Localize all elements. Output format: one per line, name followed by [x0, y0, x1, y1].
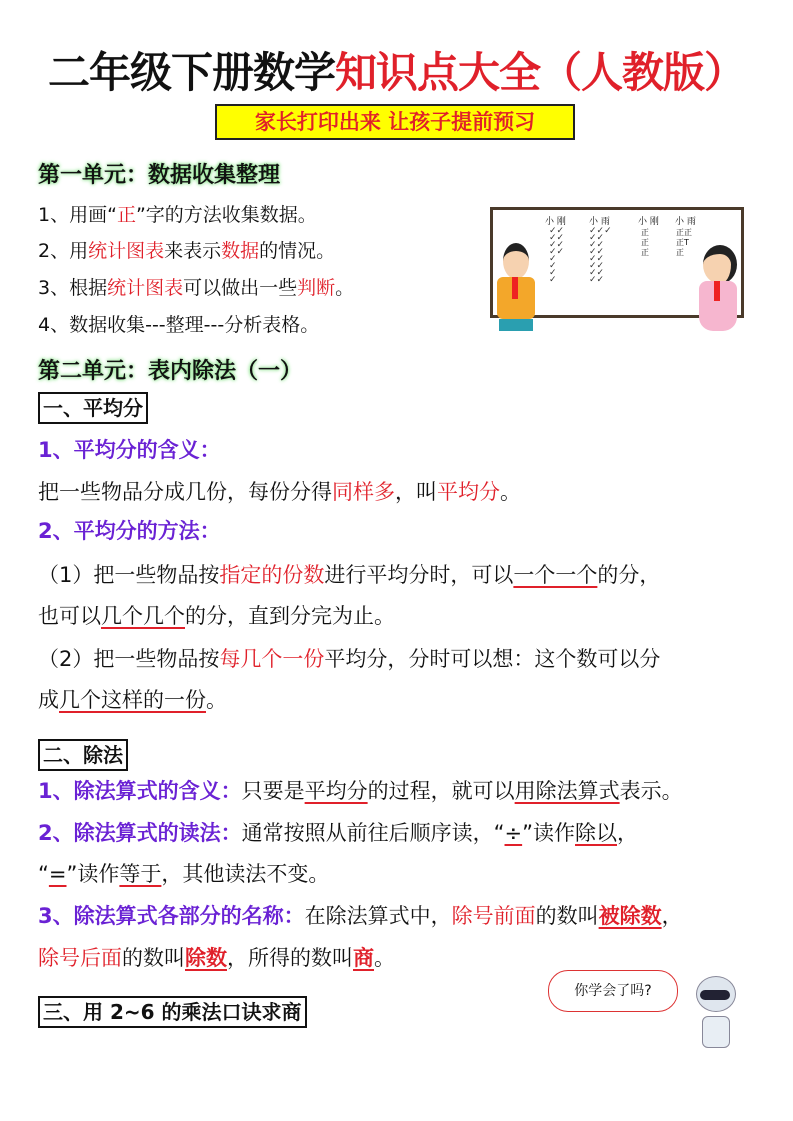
board-header: 小 刚 [638, 217, 659, 227]
text-line [38, 817, 638, 847]
text-segment: 3、根据 [38, 277, 108, 299]
board-header: 小 刚 [545, 217, 566, 227]
text-segment: 4、数据收集---整理---分析表格。 [38, 314, 320, 336]
underlined-text: ÷ [504, 821, 523, 845]
text-segment: ”字的方法收集数据。 [135, 204, 317, 226]
section-box: 三、用 2~6 的乘法口诀求商 [38, 996, 307, 1028]
text-segment: 二年级下册数学 [47, 48, 335, 97]
underlined-text: 商 [353, 946, 374, 970]
text-line [38, 858, 329, 888]
text-segment: 2、除法算式的读法： [38, 821, 242, 845]
section-box: 二、除法 [38, 739, 128, 771]
unit1-line [38, 236, 335, 263]
underlined-text: 几个几个 [101, 604, 185, 628]
text-segment: （1）把一些物品按 [38, 563, 220, 587]
text-segment: 的情况。 [259, 240, 336, 262]
text-line [38, 900, 683, 930]
text-segment: 表示。 [619, 779, 683, 803]
girl-figure [695, 245, 743, 340]
underlined-text: 除数 [185, 946, 227, 970]
text-segment: 在除法算式中， [304, 904, 452, 928]
text-segment: ”读作 [66, 862, 120, 886]
text-line [38, 559, 660, 589]
text-segment: 各部分的名称： [157, 904, 305, 928]
highlight-text: 统计图表 [107, 277, 184, 299]
text-segment: 成 [38, 688, 59, 712]
text-line [38, 942, 395, 972]
text-line [38, 643, 660, 673]
text-line [38, 775, 683, 805]
text-segment: ， [661, 904, 683, 928]
underlined-text: 一个一个 [513, 563, 598, 587]
unit1-line [38, 310, 319, 337]
unit1-line [38, 273, 354, 300]
underlined-text: 等于 [119, 862, 162, 886]
text-segment: 。 [335, 277, 355, 299]
text-segment: ， [617, 821, 639, 845]
text-segment: 1、平均分的含义： [38, 438, 221, 462]
text-segment: （2）把一些物品按 [38, 647, 220, 671]
text-segment: 进行平均分时，可以 [324, 563, 514, 587]
page-title [0, 40, 793, 100]
text-segment: 。 [500, 480, 521, 504]
text-segment: ，叫 [395, 480, 437, 504]
text-segment: 1、用画“ [38, 204, 117, 226]
text-segment: 1、除法算式的含义： [38, 779, 242, 803]
text-segment: 把一些物品分成几份，每份分得 [38, 480, 332, 504]
text-segment: 2、用 [38, 240, 89, 262]
highlight-text: 每几个一份 [219, 647, 325, 671]
text-segment: 的分， [597, 563, 661, 587]
highlight-text: 指定的份数 [219, 563, 325, 587]
highlight-text: 正 [116, 204, 136, 226]
subtitle-banner: 家长打印出来 让孩子提前预习 [215, 104, 575, 140]
highlight-text: （人教版） [540, 48, 746, 97]
text-segment: 2、平均分的方法： [38, 519, 221, 543]
underlined-text: 平均分 [304, 779, 368, 803]
speech-bubble: 你学会了吗? [548, 970, 678, 1012]
section-box: 一、平均分 [38, 392, 148, 424]
text-segment: 也可以 [38, 604, 101, 628]
text-segment: 的数叫 [535, 904, 599, 928]
text-segment: 可以做出一些 [183, 277, 298, 299]
text-segment: 的分，直到分完为止。 [185, 604, 395, 628]
unit1-line [38, 200, 317, 227]
highlight-text: 除号后面 [38, 946, 122, 970]
unit2-heading: 第二单元：表内除法（一） [38, 359, 303, 384]
highlight-text: 知识点大全 [334, 48, 540, 97]
highlight-text: 同样多 [332, 480, 395, 504]
tally-marks: 正 正 正 [641, 228, 649, 257]
underlined-text: = [48, 862, 67, 886]
robot-icon [690, 976, 740, 1051]
text-segment: ，所得的数叫 [227, 946, 353, 970]
text-segment: ”读作 [522, 821, 576, 845]
text-segment: 平均分，分时可以想：这个数可以分 [324, 647, 661, 671]
board-header: 小 雨 [675, 217, 696, 227]
underlined-text: 几个这样的一份 [59, 688, 206, 712]
text-line [38, 515, 221, 545]
highlight-text: 平均分 [437, 480, 500, 504]
underlined-text: 用除法算式 [514, 779, 620, 803]
text-segment: 的数叫 [122, 946, 185, 970]
unit1-heading: 第一单元：数据收集整理 [38, 163, 281, 188]
text-segment: 。 [374, 946, 395, 970]
check-marks: ✓✓✓ ✓✓ ✓✓ ✓✓ ✓✓ ✓✓ ✓✓ ✓✓ [589, 226, 612, 285]
text-segment: 通常按照从前往后顺序读，“ [241, 821, 505, 845]
highlight-text: 数据 [221, 240, 260, 262]
text-segment: 的过程，就可以 [367, 779, 515, 803]
text-line [38, 684, 227, 714]
text-line [38, 476, 521, 506]
underlined-text: 除以 [575, 821, 618, 845]
text-segment: ，其他读法不变。 [161, 862, 330, 886]
check-marks: ✓✓ ✓✓ ✓✓ ✓✓ ✓ ✓ ✓ ✓ [549, 226, 565, 285]
boy-figure [493, 243, 537, 338]
text-segment: 3、除法算式 [38, 904, 158, 928]
tally-marks: 正正 正T 正 [676, 228, 692, 257]
highlight-text: 统计图表 [88, 240, 165, 262]
text-segment: 来表示 [164, 240, 222, 262]
text-line [38, 600, 395, 630]
underlined-text: 被除数 [598, 904, 662, 928]
text-line [38, 434, 221, 464]
highlight-text: 除号前面 [451, 904, 536, 928]
board-header: 小 雨 [589, 217, 610, 227]
text-segment: “ [38, 862, 49, 886]
highlight-text: 判断 [297, 277, 336, 299]
text-segment: 。 [206, 688, 227, 712]
text-segment: 只要是 [241, 779, 305, 803]
